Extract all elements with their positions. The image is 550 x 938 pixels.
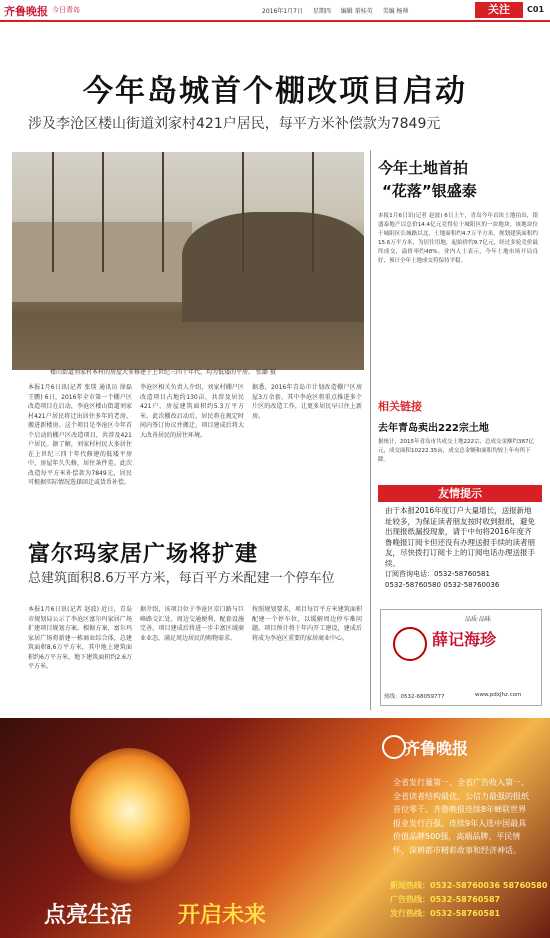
related-link-label: 相关链接 bbox=[378, 400, 422, 413]
section-tag: 关注 bbox=[475, 2, 523, 18]
masthead-info bbox=[262, 6, 417, 15]
design-credit: 美编 杨帅 bbox=[382, 8, 409, 15]
bottom-logo-mark bbox=[382, 735, 406, 759]
land-body: 本报1月6日讯(记者 赵波) 6日上午，青岛今年首块土地拍出，银盛泰地产以总价14.4亿元竞得位于城阳区的一块地块。该地块位于城阳区长城路以北，土地面积约4.7万平方米，规划建筑面积约15.6万平方米，为居住用地，起始价约9.7亿元，经过多轮竞价最终成交，溢价率约48%。业内人士表示，今年土地市场开局良好，预计全年土地成交将保持平稳。 bbox=[378, 213, 538, 264]
news-hotline: 新闻热线：0532-58760036 58760580 bbox=[390, 881, 548, 890]
issue-date: 2016年1月7日 bbox=[262, 8, 303, 15]
page-number: C01 bbox=[527, 5, 545, 14]
photo-caption: 楼山街道刘家村本村的房屋大多修建于上世纪三四十年代，均为低矮的平房。 张璐 摄 bbox=[50, 369, 276, 376]
furniture-col-3: 按照规划要求，项目每百平方米建筑面积配建一个停车位，以缓解周边停车难问题。项目预计将于年内开工建设，建成后将成为李沧区重要的家居商业中心。 bbox=[252, 606, 362, 642]
issue-weekday: 星期四 bbox=[312, 8, 331, 15]
friendly-tip-body bbox=[385, 506, 537, 590]
bottom-slogan-2: 开启未来 bbox=[178, 903, 267, 928]
furniture-subhead: 总建筑面积8.6万平方米，每百平方米配建一个停车位 bbox=[28, 571, 335, 586]
ad-url: www.pdxjhz.com bbox=[475, 692, 522, 698]
furniture-headline: 富尔玛家居广场将扩建 bbox=[28, 542, 259, 567]
friendly-phone-label: 订阅咨询电话： bbox=[385, 570, 434, 578]
bottom-ad-logo: 齐鲁晚报 bbox=[404, 739, 469, 758]
lead-photo bbox=[12, 152, 364, 370]
friendly-phone-1: 0532-58760581 bbox=[434, 570, 490, 578]
furniture-col-1: 本报1月6日讯(记者 赵波) 近日，青岛市规划局公示了李沧区富尔玛家居广场扩建项目规划方案。根据方案，富尔玛家居广场将新建一栋商业综合体，总建筑面积8.6万平方米，其中地上建筑面积约6万平方米，地下建筑面积约2.6万平方米。 bbox=[28, 606, 132, 670]
furniture-col-2: 据介绍，该项目位于李沧区京口路与巨峰路交汇处，周边交通便利，配套设施完善。项目建成后将进一步丰富区域商业业态，满足周边居民的购物需求。 bbox=[140, 606, 244, 642]
section-name: 今日青岛 bbox=[52, 6, 80, 14]
top-rule bbox=[0, 20, 550, 22]
newspaper-logo: 齐鲁晚报 bbox=[4, 5, 48, 18]
ad-tagline: 品质·品味 bbox=[465, 616, 491, 623]
friendly-tip-text: 由于本报2016年度订户大量增长，送报新地址较多，为保证读者朋友按时收到报纸，避免出现报纸漏投现象，请于中旬将2016年度齐鲁晚报订阅卡但还没有办理送报手续的读者朋友，尽快拨打订阅卡上的订阅电话办理送报手续。 bbox=[385, 506, 535, 568]
land-headline-line1: 今年土地首拍 bbox=[378, 159, 469, 177]
lead-subhead: 涉及李沧区楼山街道刘家村421户居民，每平方米补偿款为7849元 bbox=[28, 116, 441, 132]
ad-logo-mark bbox=[393, 627, 427, 661]
bottom-slogan-1: 点亮生活 bbox=[44, 903, 133, 928]
editor-credit: 编辑 董桂英 bbox=[340, 8, 373, 15]
friendly-phone-3: 0532-58760036 bbox=[443, 580, 500, 589]
related-link-title: 去年青岛卖出222宗土地 bbox=[378, 423, 489, 434]
related-link-body: 据统计，2015年青岛市共成交土地222宗，总成交金额约387亿元，成交面积10222.35亩，成交总金额和面积均较上年有所下降。 bbox=[378, 439, 534, 463]
ad-phone: 热线：0532-68059777 bbox=[384, 694, 445, 700]
lead-col-1: 本报1月6日讯(记者 张琰 通讯员 徐磊 王鹏) 6日，2016年全市第一个棚户区改造项目在启动，李沧区楼山街道刘家村421户居民将迁出居住多年的老房，搬进新楼房。这个项目是李沧区今年首个启动的棚户区改造项目，共涉及421户居民。据了解，刘家村村民大多居住在上世纪三四十年代修建的低矮平房中，房屋年久失修，居住条件差。此次改造每平方米补偿款为7849元，居民可根据实际情况选择回迁或货币补偿。 bbox=[28, 384, 132, 486]
bottom-ad-text: 全省发行量第一、全省广告收入第一、全省读者结构最优、公信力最强的报纸首位零干。齐鲁晚报连续8年蝉联世界报业发行百强，连续9年入选中国最具价值品牌500强，高端品牌、平民情怀，深耕都市精彩故事和经济神话。 bbox=[393, 778, 529, 855]
column-divider bbox=[370, 150, 371, 710]
ad-hotline: 广告热线：0532-58760587 bbox=[390, 895, 501, 904]
distribution-hotline: 发行热线：0532-58760581 bbox=[390, 909, 501, 918]
lead-col-2: 李沧区相关负责人介绍，刘家村棚户区改造项目占地约130亩，共涉及居民421户，房屋建筑面积约5.3万平方米。此次棚改启动后，居民将在规定时间内签订协议并搬迁，项目建成后将大大改善居民的居住环境。 bbox=[140, 384, 244, 439]
friendly-tip-title: 友情提示 bbox=[378, 485, 542, 502]
lead-col-3: 据悉，2016年青岛市计划改造棚户区房屋3万余套，其中李沧区将重点推进多个片区的改造工作，让更多居民早日住上新房。 bbox=[252, 384, 362, 420]
lead-headline: 今年岛城首个棚改项目启动 bbox=[83, 74, 467, 109]
bottom-ad-phones bbox=[390, 879, 547, 921]
light-bulb-icon bbox=[70, 748, 190, 888]
land-headline-line2: “花落”银盛泰 bbox=[382, 182, 477, 200]
ad-brand-name: 薛记海珍 bbox=[432, 630, 497, 649]
friendly-phone-2: 0532-58760580 bbox=[385, 580, 441, 589]
